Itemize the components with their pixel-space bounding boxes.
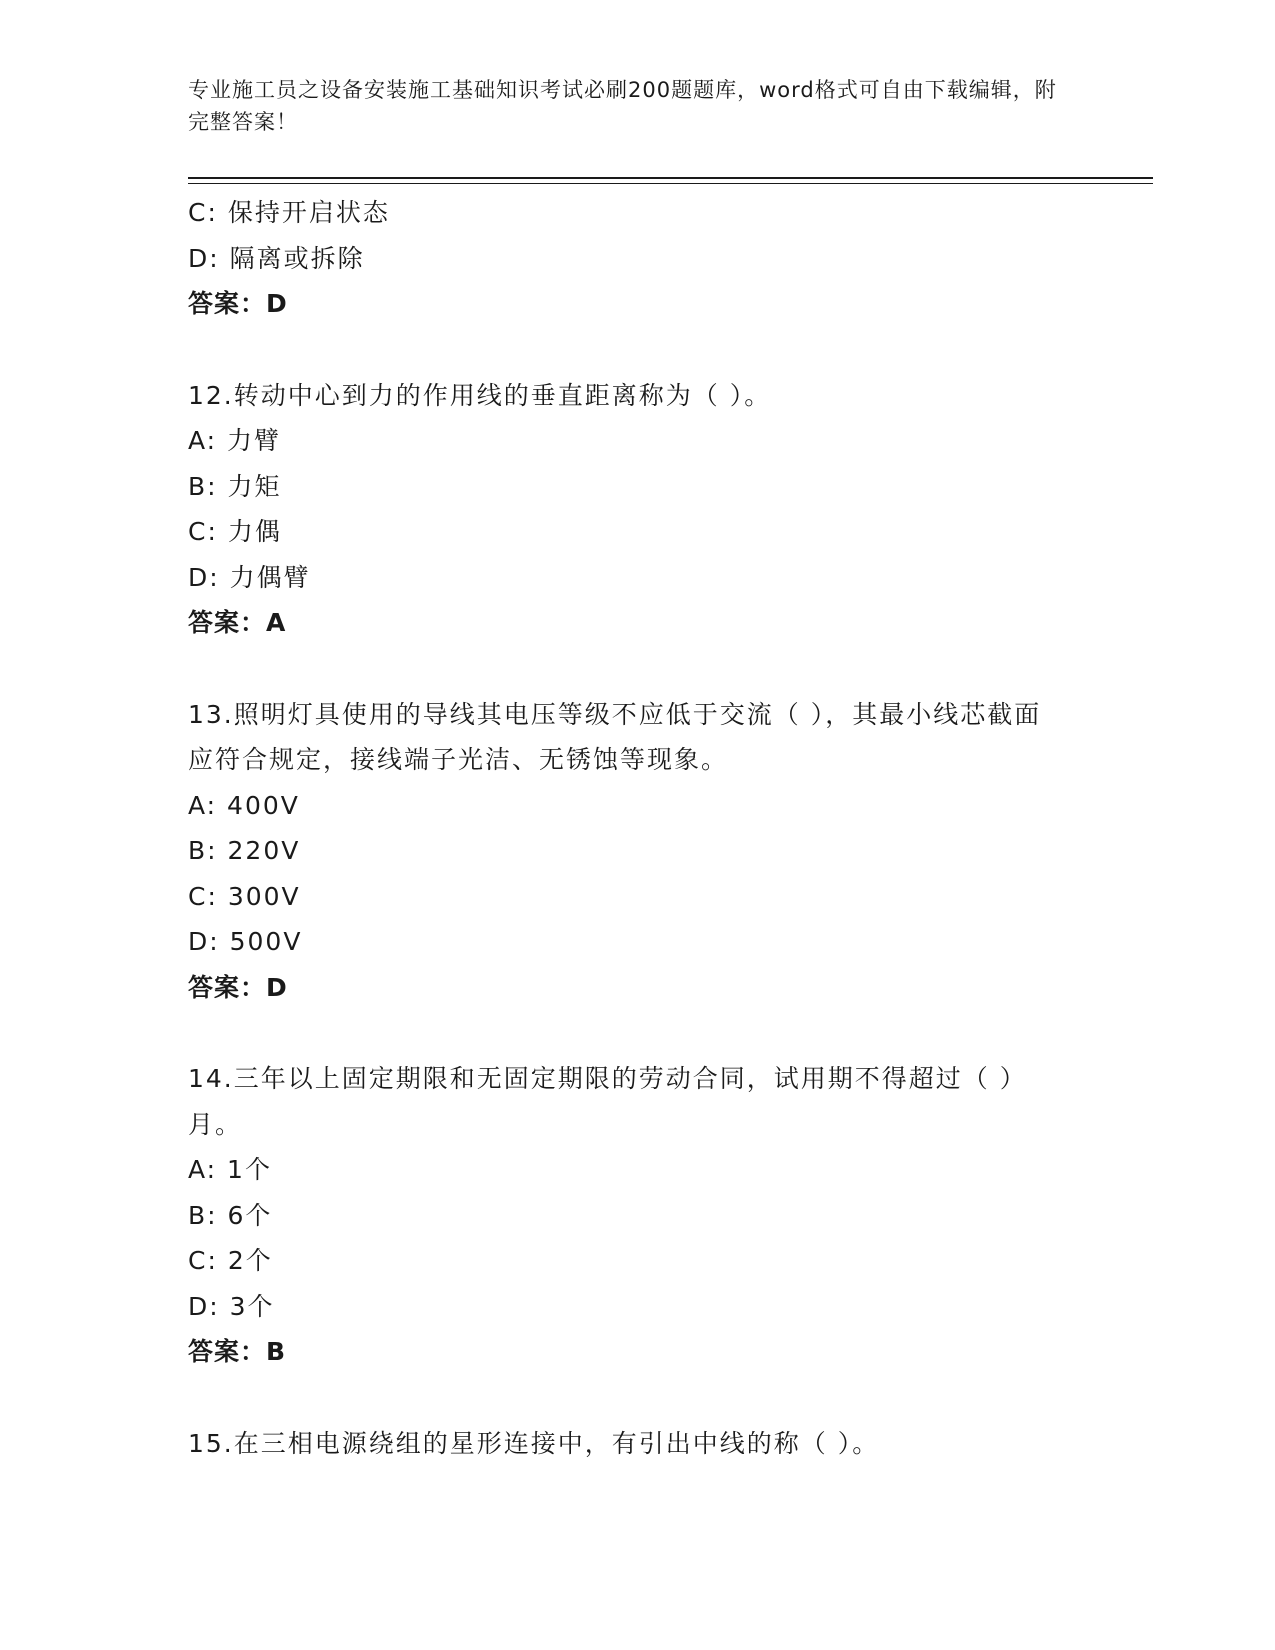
option-c: C: 保持开启状态 (188, 198, 390, 227)
header-divider-thick (188, 177, 1153, 179)
option-d: D: 力偶臂 (188, 562, 311, 592)
option-a: A: 1个 (188, 1155, 272, 1184)
question-text: 13.照明灯具使用的导线其电压等级不应低于交流（ ），其最小线芯截面应符合规定，接线端子光洁、无锈蚀等现象。 (188, 699, 1042, 774)
question-block-11-tail (188, 190, 1068, 327)
question-text: 15.在三相电源绕组的星形连接中，有引出中线的称（ ）。 (188, 1428, 880, 1458)
question-block-14 (188, 1056, 1068, 1375)
option-d: D: 隔离或拆除 (188, 243, 365, 273)
spacer (188, 1375, 1068, 1421)
question-block-13 (188, 692, 1068, 1011)
spacer (188, 327, 1068, 373)
header-divider-thin (188, 183, 1153, 184)
option-a: A: 400V (188, 790, 300, 820)
spacer (188, 646, 1068, 692)
option-c: C: 2个 (188, 1246, 273, 1275)
option-d: D: 3个 (188, 1291, 275, 1321)
answer-line: 答案：A (188, 608, 287, 637)
question-block-15 (188, 1421, 1068, 1467)
option-c: C: 力偶 (188, 517, 282, 546)
option-b: B: 6个 (188, 1200, 273, 1230)
option-a: A: 力臂 (188, 426, 282, 455)
option-d: D: 500V (188, 927, 303, 956)
answer-line: 答案：D (188, 972, 288, 1002)
answer-line: 答案：B (188, 1337, 287, 1366)
document-header: 专业施工员之设备安装施工基础知识考试必刷200题题库，word格式可自由下载编辑，附完整答案！ (188, 78, 1057, 134)
question-text: 14.三年以上固定期限和无固定期限的劳动合同，试用期不得超过（ ）月。 (188, 1064, 1027, 1139)
option-b: B: 220V (188, 836, 301, 865)
question-list (188, 190, 1068, 1466)
answer-line: 答案：D (188, 289, 288, 318)
question-text: 12.转动中心到力的作用线的垂直距离称为（ ）。 (188, 380, 772, 410)
option-b: B: 力矩 (188, 471, 282, 501)
question-block-12 (188, 373, 1068, 646)
spacer (188, 1010, 1068, 1056)
option-c: C: 300V (188, 881, 301, 911)
